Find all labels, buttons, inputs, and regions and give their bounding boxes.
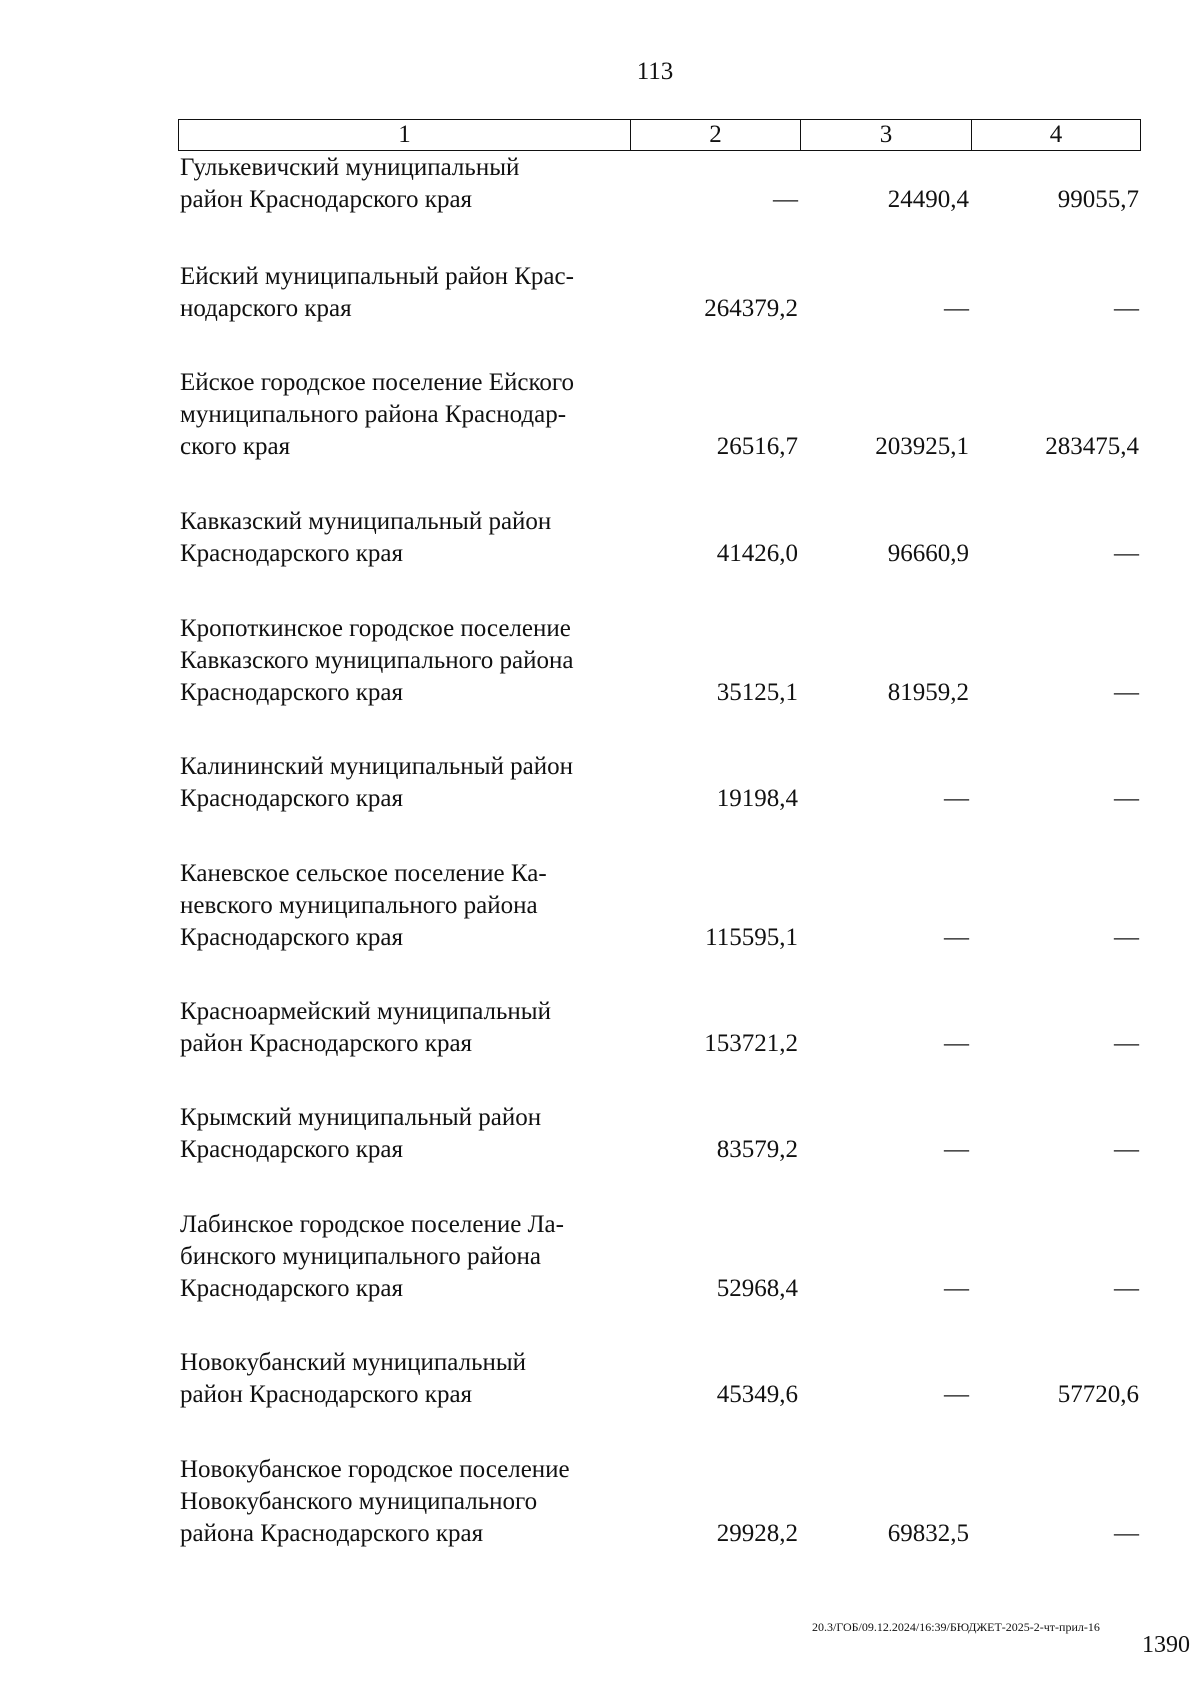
row-value-col2: 83579,2 [716,1136,798,1163]
row-value-col2: 35125,1 [716,679,798,706]
row-name: Красноармейский муниципальный район Краснодарского края [180,998,551,1057]
row-value-col3: — [944,1275,969,1302]
table-row [178,364,1141,463]
row-name: Ейский муниципальный район Крас- нодарского края [180,263,574,322]
row-value-col3: — [944,924,969,951]
column-header-1: 1 [179,120,631,150]
row-value-col4: — [1114,540,1139,567]
row-value-col2: 115595,1 [705,924,798,951]
row-value-col3: — [944,1030,969,1057]
row-value-col3: — [944,295,969,322]
row-name: Гулькевичский муниципальный район Краснодарского края [180,154,520,213]
table-row [178,152,1141,216]
row-value-col4: — [1114,295,1139,322]
row-value-col4: — [1114,924,1139,951]
row-name: Новокубанский муниципальный район Краснодарского края [180,1349,527,1408]
column-header-3: 3 [801,120,972,150]
row-value-col3: 96660,9 [887,540,969,567]
row-value-col4: 57720,6 [1057,1381,1139,1408]
row-name: Ейское городское поселение Ейского муниципального района Краснодар- ского края [180,369,574,460]
row-value-col2: 264379,2 [704,295,798,322]
row-name: Кропоткинское городское поселение Кавказского муниципального района Краснодарского края [180,615,574,706]
row-value-col3: — [944,1136,969,1163]
row-name: Крымский муниципальный район Краснодарского края [180,1104,542,1163]
row-name: Кавказский муниципальный район Краснодарского края [180,508,552,567]
row-name: Калининский муниципальный район Краснодарского края [180,753,573,812]
row-value-col4: — [1114,1520,1139,1547]
table-row [178,855,1141,954]
row-value-col4: 283475,4 [1045,433,1139,460]
row-name: Каневское сельское поселение Ка- невского муниципального района Краснодарского края [180,860,547,951]
row-value-col2: 153721,2 [704,1030,798,1057]
table-row [178,1100,1141,1166]
page-number: 113 [636,58,674,85]
table-row [178,610,1141,709]
table-body [178,152,1141,1550]
row-value-col3: — [944,785,969,812]
row-name: Новокубанское городское поселение Новокубанского муниципального района Краснодарского края [180,1456,570,1547]
table-row [178,1206,1141,1305]
table-row [178,749,1141,815]
row-value-col2: 29928,2 [716,1520,798,1547]
column-header-2: 2 [631,120,801,150]
row-value-col2: — [773,186,798,213]
row-value-col4: — [1114,1030,1139,1057]
column-header-4: 4 [1049,121,1063,148]
row-value-col3: 81959,2 [887,679,969,706]
table-row [178,1451,1141,1550]
row-value-col2: 45349,6 [716,1381,798,1408]
row-value-col4: — [1114,1136,1139,1163]
table-row [178,994,1141,1060]
row-value-col3: 69832,5 [887,1520,969,1547]
row-value-col2: 26516,7 [716,433,798,460]
row-value-col3: — [944,1381,969,1408]
row-value-col2: 52968,4 [716,1275,798,1302]
table-row [178,258,1141,325]
row-value-col3: 203925,1 [875,433,969,460]
table-row [178,504,1141,570]
row-value-col4: — [1114,785,1139,812]
table-row [178,1345,1141,1411]
table-header [178,119,1141,151]
row-value-col2: 41426,0 [716,540,798,567]
row-value-col4: — [1114,1275,1139,1302]
row-value-col4: 99055,7 [1057,186,1139,213]
document-code: 20.3/ГОБ/09.12.2024/16:39/БЮДЖЕТ-2025-2-чт-прил-16 [812,1620,1100,1634]
sheet-number: 1390 [1142,1632,1190,1658]
row-value-col3: 24490,4 [887,186,969,213]
row-value-col4: — [1114,679,1139,706]
row-value-col2: 19198,4 [716,785,798,812]
row-name: Лабинское городское поселение Ла- бинского муниципального района Краснодарского края [180,1211,564,1302]
